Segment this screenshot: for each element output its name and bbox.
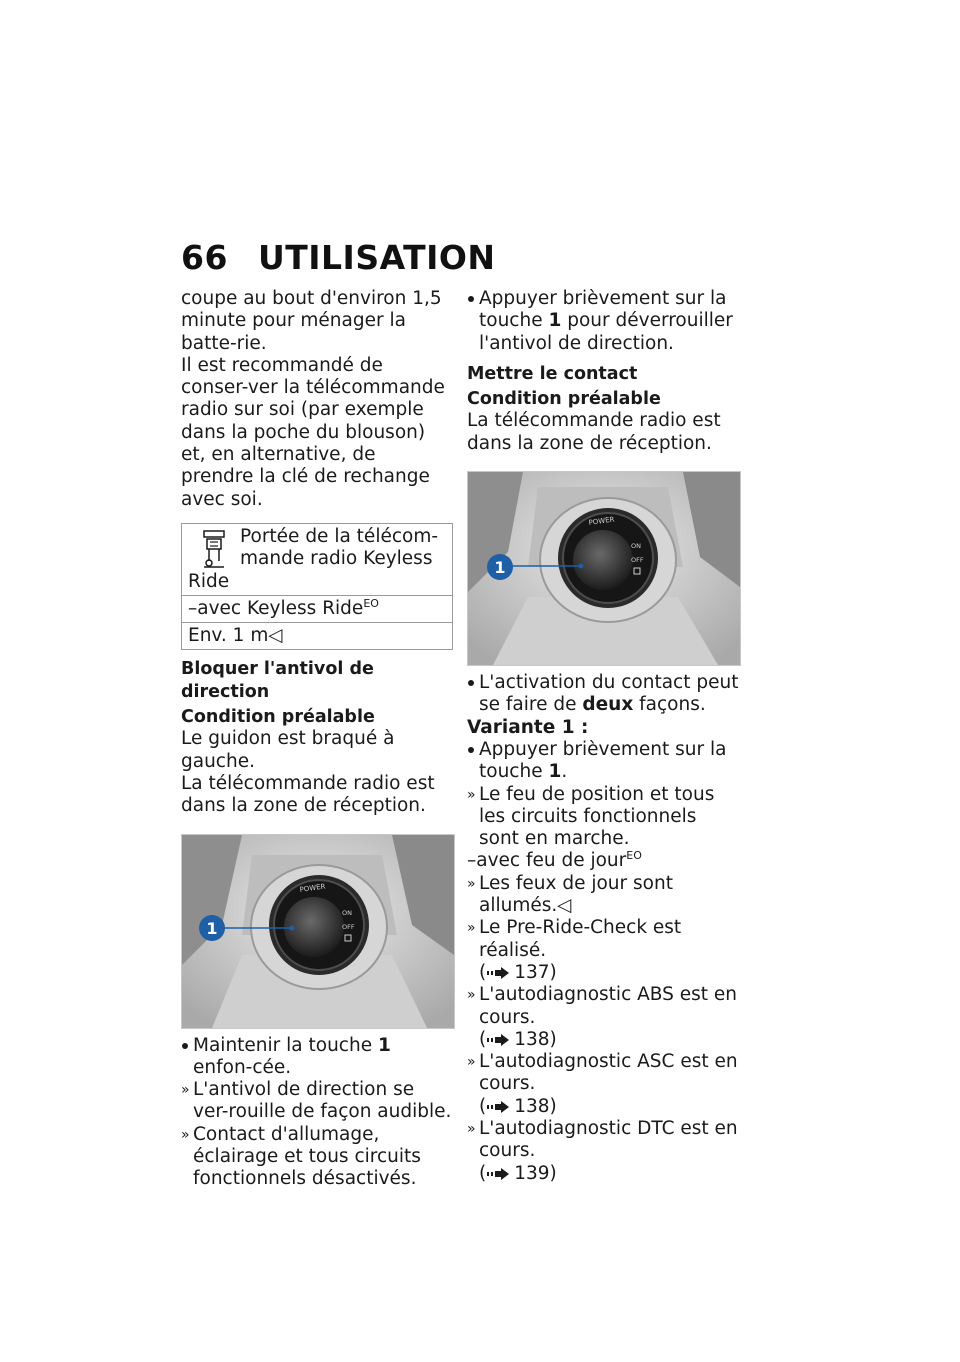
page-reference[interactable] [479, 1163, 557, 1184]
ref-page: 137) [514, 961, 557, 983]
ref-paren: ( [479, 1028, 487, 1050]
result-text: Le Pre-Ride-Check est réalisé. [479, 917, 682, 961]
step-text: . [561, 761, 568, 783]
bullet-mark [468, 296, 474, 302]
range-condition-text: –avec Keyless Ride [188, 597, 364, 619]
page-reference[interactable] [479, 962, 557, 983]
result-ignition-off [181, 1124, 453, 1191]
ignition-button-figure [181, 834, 455, 1029]
result-text: L'antivol de direction se ver-rouille de façon audible. [193, 1079, 452, 1123]
bullet-mark [468, 680, 474, 686]
on-label: ON [342, 908, 352, 917]
on-label: ON [631, 542, 641, 551]
page-reference-arrow-icon [486, 966, 510, 980]
ignition-button-figure [467, 471, 741, 666]
result-mark: » [467, 786, 476, 803]
page-number: 66 [181, 238, 228, 277]
result-text: L'autodiagnostic ASC est en cours. [479, 1051, 738, 1095]
bullet-mark [182, 1043, 188, 1049]
step-text: enfon-cée. [193, 1056, 292, 1078]
condition-text: –avec feu de jour [467, 850, 627, 872]
page-reference-arrow-icon [486, 1033, 510, 1047]
result-text: L'autodiagnostic DTC est en cours. [479, 1118, 738, 1162]
off-label: OFF [631, 556, 644, 565]
result-asc-check [467, 1051, 739, 1118]
result-text: L'autodiagnostic ABS est en cours. [479, 984, 738, 1028]
right-column [467, 288, 739, 1185]
power-label: POWER [588, 515, 615, 528]
result-mark: » [467, 1054, 476, 1071]
result-text: Les feux de jour sont allumés.◁ [479, 872, 673, 917]
callout-number: 1 [206, 918, 218, 938]
step-key-ref: 1 [548, 310, 562, 332]
power-label: POWER [299, 881, 326, 894]
recommendation-paragraph: Il est recommandé de conser-ver la télécommande radio sur soi (par exemple dans la poche du blouson) et, en alternative, de prendre la clé de rechange avec soi. [181, 354, 445, 510]
page-header [181, 238, 496, 277]
result-mark: » [181, 1126, 190, 1143]
ref-paren: ( [479, 961, 487, 983]
range-info-box [181, 523, 453, 650]
precondition-heading: Condition préalable [181, 707, 375, 728]
ref-page: 139) [514, 1162, 557, 1184]
result-mark: » [467, 875, 476, 892]
range-info-title: Portée de la télécom-mande radio Keyless Ride [188, 525, 439, 592]
range-info-value: Env. 1 m◁ [182, 622, 452, 649]
result-dtc-check [467, 1118, 739, 1185]
result-abs-check [467, 984, 739, 1051]
result-text: Le feu de position et tous les circuits fonctionnels sont en marche. [479, 783, 715, 850]
ref-page: 138) [514, 1028, 557, 1050]
step-key-ref: 1 [377, 1034, 391, 1056]
optional-equipment-mark: EO [626, 849, 642, 863]
page-reference-arrow-icon [486, 1167, 510, 1181]
callout-number: 1 [494, 558, 506, 578]
variant-label: Variante 1 : [467, 716, 589, 738]
step-text: Maintenir la touche [193, 1034, 378, 1056]
result-mark: » [467, 1121, 476, 1138]
ref-page: 138) [514, 1095, 557, 1117]
page-reference[interactable] [479, 1096, 557, 1117]
optional-equipment-mark: EO [363, 596, 379, 610]
step-text: L'activation du contact peut se faire de [479, 672, 739, 716]
page-reference-arrow-icon [486, 1100, 510, 1114]
step-unlock [467, 288, 739, 355]
precondition-heading: Condition préalable [467, 389, 661, 410]
section-heading-lock: Bloquer l'antivol de direction [181, 659, 374, 702]
result-mark: » [181, 1082, 190, 1099]
result-mark: » [467, 920, 476, 937]
step-press-button [467, 739, 739, 784]
precondition-text: La télécommande radio est dans la zone de réception. [181, 772, 435, 817]
step-hold-button [181, 1035, 453, 1080]
result-daylights [467, 873, 739, 918]
page-title: UTILISATION [257, 238, 496, 277]
step-text: pour déverrouiller l'antivol de direction. [479, 310, 733, 354]
emphasis-text: deux [582, 694, 634, 716]
step-text: Appuyer brièvement sur la touche [479, 738, 727, 783]
page-reference[interactable] [479, 1029, 557, 1050]
bullet-mark [468, 747, 474, 753]
left-column [181, 288, 453, 1191]
step-text: façons. [633, 694, 706, 716]
off-label: OFF [342, 922, 355, 931]
result-mark: » [467, 987, 476, 1004]
daylight-condition [467, 850, 739, 872]
result-lights-on [467, 784, 739, 851]
precondition-text: La télécommande radio est dans la zone de réception. [467, 410, 721, 454]
ref-paren: ( [479, 1162, 487, 1184]
section-heading-ignition: Mettre le contact [467, 363, 638, 384]
ref-paren: ( [479, 1095, 487, 1117]
range-info-condition [182, 595, 452, 622]
result-text: Contact d'allumage, éclairage et tous circuits fonctionnels désactivés. [193, 1123, 421, 1190]
intro-paragraph: coupe au bout d'environ 1,5 minute pour ménager la batte-rie. [181, 288, 442, 354]
result-pre-ride-check [467, 917, 739, 984]
keyless-key-icon [198, 529, 230, 569]
range-info-title-cell [182, 524, 452, 595]
step-text: Appuyer brièvement sur la touche [479, 288, 727, 332]
result-steering-lock [181, 1079, 453, 1124]
precondition-text: Le guidon est braqué à gauche. [181, 728, 395, 772]
step-key-ref: 1 [548, 761, 562, 783]
activation-note [467, 672, 739, 717]
